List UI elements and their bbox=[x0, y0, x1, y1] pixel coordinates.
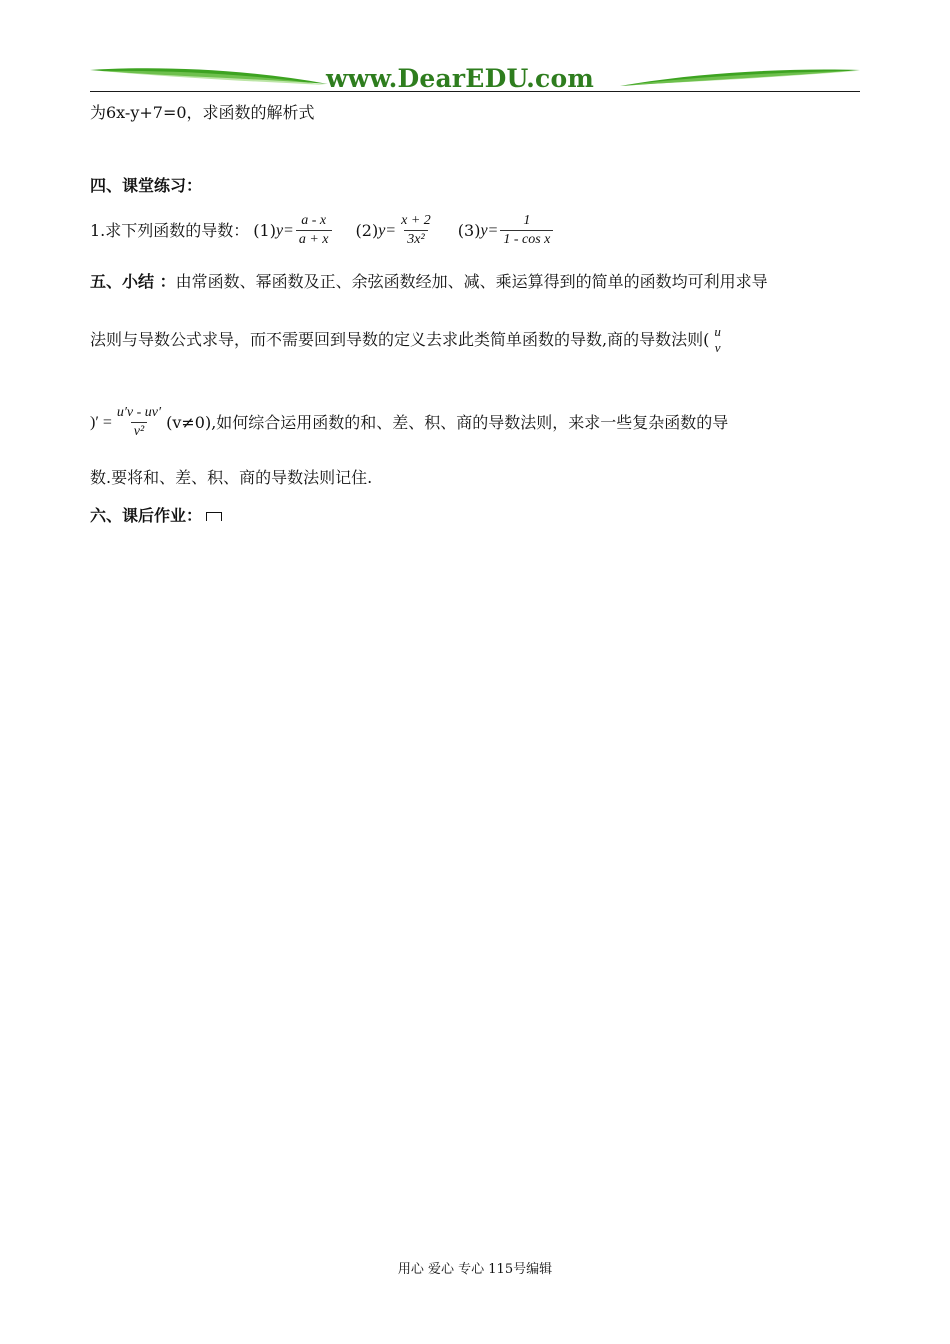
exercise-item-1 bbox=[253, 212, 333, 249]
quotient-numerator: u bbox=[714, 324, 721, 339]
exercise-item-y: y= bbox=[275, 221, 294, 239]
section-5-heading: 五、小结 ： bbox=[90, 272, 176, 291]
intro-line: 为6x-y+7=0，求函数的解析式 bbox=[90, 103, 315, 122]
page-footer: 用心 爱心 专心 115号编辑 bbox=[397, 1262, 553, 1277]
fraction-numerator: x + 2 bbox=[401, 213, 431, 228]
exercise-item-label: (1) bbox=[253, 220, 276, 240]
left-swoosh-decoration bbox=[90, 58, 330, 94]
blank-box-icon bbox=[206, 512, 222, 521]
header-rule bbox=[90, 91, 860, 92]
fraction-denominator: a + x bbox=[296, 230, 332, 249]
quotient-denominator: v bbox=[714, 340, 721, 355]
fraction-numerator: a - x bbox=[301, 213, 327, 228]
section-5-text-4: 数.要将和、差、积、商的导数法则记住. bbox=[90, 468, 373, 487]
derivative-mark: )′ = bbox=[90, 413, 112, 431]
page-header bbox=[90, 58, 860, 98]
site-logo-text: www.DearEDU.com bbox=[326, 64, 595, 93]
exercise-item-label: (2) bbox=[355, 220, 379, 240]
fraction-denominator: 1 - cos x bbox=[500, 230, 553, 249]
quotient-rule-fraction bbox=[114, 404, 164, 441]
exercise-item-y: y= bbox=[378, 221, 397, 239]
quotient-rule-numerator: u′v - uv′ bbox=[116, 405, 162, 420]
right-swoosh-decoration bbox=[620, 58, 860, 94]
section-5-text-1: 由常函数、幂函数及正、余弦函数经加、减、乘运算得到的简单的函数均可利用求导 bbox=[175, 272, 768, 291]
section-4-heading: 四、课堂练习： bbox=[90, 176, 203, 195]
section-5-line-2 bbox=[90, 324, 726, 356]
section-5-line-1 bbox=[90, 272, 768, 292]
fraction bbox=[398, 212, 434, 249]
quotient-rule-denominator: v² bbox=[131, 422, 147, 441]
fraction-denominator: 3x² bbox=[404, 230, 427, 249]
section-5-text-3: (v≠0),如何综合运用函数的和、差、积、商的导数法则，来求一些复杂函数的导 bbox=[166, 412, 729, 432]
exercise-line bbox=[90, 212, 555, 249]
fraction bbox=[296, 212, 332, 249]
section-5-line-3 bbox=[90, 404, 728, 441]
exercise-lead: 1.求下列函数的导数： bbox=[90, 220, 250, 240]
exercise-item-y: y= bbox=[480, 221, 499, 239]
exercise-item-label: (3) bbox=[457, 220, 481, 240]
fraction-numerator: 1 bbox=[523, 213, 531, 228]
exercise-item-3 bbox=[458, 212, 556, 249]
section-5-text-2: 法则与导数公式求导，而不需要回到导数的定义去求此类简单函数的导数,商的导数法则( bbox=[90, 330, 710, 349]
section-6-line bbox=[90, 506, 222, 526]
section-6-heading: 六、课后作业： bbox=[90, 506, 203, 525]
fraction bbox=[500, 212, 553, 249]
exercise-item-2 bbox=[356, 212, 436, 249]
quotient-fraction bbox=[711, 324, 724, 356]
